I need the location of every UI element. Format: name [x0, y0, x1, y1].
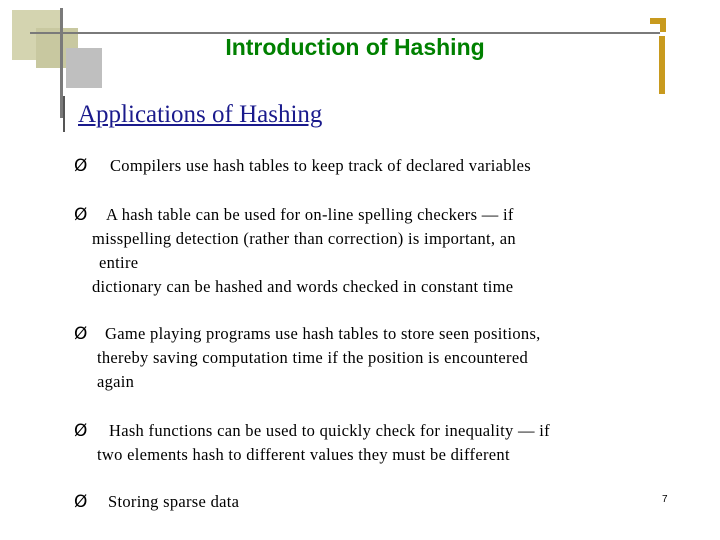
- bullet-arrow-icon: Ø: [74, 205, 88, 225]
- bullet-arrow-icon: Ø: [74, 421, 88, 441]
- bullet-line: dictionary can be hashed and words checked in constant time: [92, 277, 514, 296]
- bullet-arrow-icon: Ø: [74, 324, 88, 344]
- slide-subtitle: Applications of Hashing: [78, 101, 323, 128]
- bullet-line: Compilers use hash tables to keep track of declared variables: [110, 156, 532, 175]
- bullet-line: Hash functions can be used to quickly check for inequality — if: [109, 421, 550, 440]
- bullet-line: Game playing programs use hash tables to store seen positions,: [105, 324, 541, 343]
- bullet-line: entire: [99, 253, 139, 272]
- decor-line-subtitle-left: [63, 96, 65, 132]
- bullet-arrow-icon: Ø: [74, 156, 88, 176]
- bullet-line: Storing sparse data: [108, 492, 240, 511]
- bullet-line: two elements hash to different values they must be different: [97, 445, 510, 464]
- bullet-line: thereby saving computation time if the position is encountered: [97, 348, 529, 367]
- bullet-line: misspelling detection (rather than correction) is important, an: [92, 229, 516, 248]
- bullet-line: A hash table can be used for on-line spelling checkers — if: [106, 205, 514, 224]
- bullet-line: again: [97, 372, 135, 391]
- decor-gold-corner-drop: [660, 18, 666, 32]
- bullet-arrow-icon: Ø: [74, 492, 88, 512]
- page-number: 7: [662, 494, 668, 505]
- slide-title: Introduction of Hashing: [225, 34, 485, 60]
